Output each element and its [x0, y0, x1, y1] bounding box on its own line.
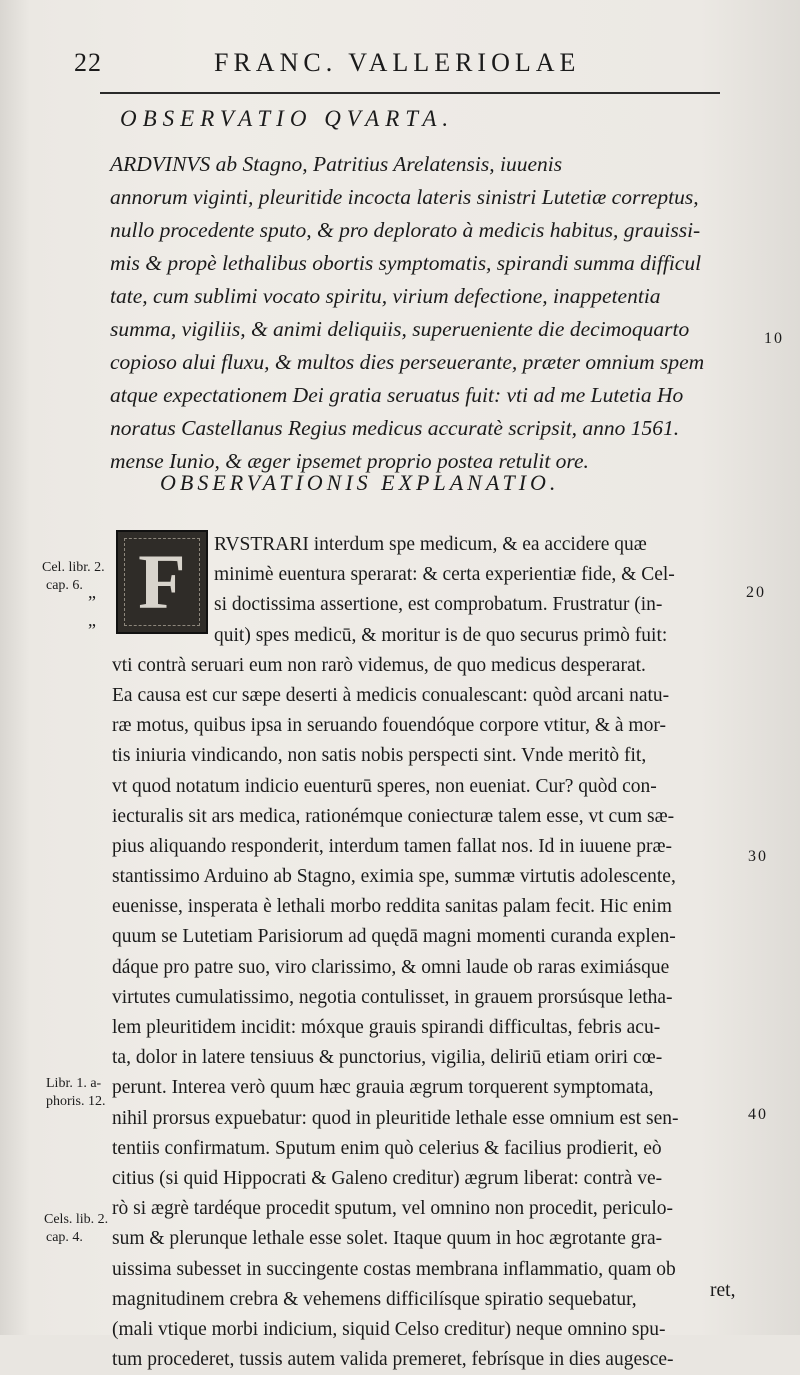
- text-line: nihil prorsus expuebatur: quod in pleuritide lethale esse omnium est sen-: [112, 1107, 679, 1129]
- page-number: 22: [74, 48, 102, 77]
- text-line: uissima subesset in succingente costas membrana inflammatio, quam ob: [112, 1258, 676, 1280]
- text-line: mis & propè lethalibus obortis symptomatis, spirandi summa difficul: [110, 251, 702, 275]
- text-line: RVSTRARI interdum spe medicum, & ea accidere quæ: [214, 534, 647, 555]
- text-line: stantissimo Arduino ab Stagno, eximia spe, summæ virtutis adolescente,: [112, 866, 676, 888]
- explanatio-text: [112, 530, 758, 1375]
- margin-note-celsus-cap: cap. 6.: [46, 578, 83, 593]
- text-line: ta, dolor in latere tensiuus & punctorius, vigilia, deliriū etiam oriri cœ-: [112, 1047, 663, 1069]
- text-line: annorum viginti, pleuritide incocta lateris sinistri Lutetiæ correptus,: [110, 185, 699, 209]
- text-line: ARDVINVS ab Stagno, Patritius Arelatensis, iuuenis: [110, 152, 563, 176]
- margin-note-aphorism: Libr. 1. a-: [46, 1076, 102, 1091]
- running-title: FRANC. VALLERIOLAE: [214, 48, 581, 77]
- header-rule: [100, 92, 720, 94]
- initial-letter: F: [138, 538, 186, 625]
- text-line: copioso alui fluxu, & multos dies perseuerante, præter omnium spem: [110, 350, 705, 374]
- page-header: [74, 48, 734, 88]
- text-line: Ea causa est cur sæpe deserti à medicis conualescant: quòd arcani natu-: [112, 684, 670, 706]
- text-line: iecturalis sit ars medica, rationémque coniecturæ talem esse, vt cum sæ-: [112, 805, 675, 827]
- text-line: tum procederet, tussis autem valida premeret, febrísque in dies augesce-: [112, 1349, 674, 1371]
- text-line: lem pleuritidem incidit: móxque grauis spirandi difficultas, febris acu-: [112, 1017, 661, 1038]
- text-line: quum se Lutetiam Parisiorum ad quędā magni momenti curanda explen-: [112, 926, 676, 948]
- text-line: sum & plerunque lethale esse solet. Itaque quum in hoc ægrotante gra-: [112, 1228, 663, 1250]
- observatio-title: OBSERVATIO QVARTA.: [120, 106, 455, 131]
- text-line: vt quod notatum indicio euenturū speres, non eueniat. Cur? quòd con-: [112, 775, 657, 797]
- line-number-30: 30: [748, 848, 768, 865]
- text-line: summa, vigiliis, & animi deliquiis, superueniente die decimoquarto: [110, 317, 690, 341]
- margin-note-celsus-2: Cels. lib. 2.: [44, 1212, 109, 1227]
- line-number-40: 40: [748, 1106, 768, 1123]
- margin-note-celsus-2-cap: cap. 4.: [46, 1230, 83, 1245]
- text-line: virtutes cumulatissimo, negotia contulisset, in grauem prorsúsque letha-: [112, 986, 673, 1008]
- text-line: tentiis confirmatum. Sputum enim quò celerius & facilius prodierit, eò: [112, 1137, 662, 1159]
- text-line: ræ motus, quibus ipsa in seruando fouendóque corpore vtitur, & à mor-: [112, 715, 666, 737]
- line-number-20: 20: [746, 584, 766, 601]
- text-line: (mali vtique morbi indicium, siquid Celso creditur) neque omnino spu-: [112, 1318, 666, 1340]
- text-line: quit) spes medicū, & moritur is de quo securus primò fuit:: [214, 624, 668, 646]
- text-line: minimè euentura sperarat: & certa experientiæ fide, & Cel-: [214, 564, 675, 586]
- text-line: tis iniuria vindicando, non satis nobis perspecti sint. Vnde meritò fit,: [112, 745, 647, 767]
- catchword: ret,: [710, 1280, 736, 1301]
- text-line: tate, cum sublimi vocato spiritu, virium defectione, inappetentia: [110, 284, 661, 308]
- text-line: citius (si quid Hippocrati & Galeno creditur) ægrum liberat: contrà ve-: [112, 1167, 663, 1189]
- margin-note-aphorism-2: phoris. 12.: [46, 1094, 106, 1109]
- text-line: noratus Castellanus Regius medicus accuratè scripsit, anno 1561.: [110, 416, 680, 440]
- line-number-10: 10: [764, 330, 784, 347]
- margin-quote-mark: „: [88, 610, 96, 630]
- text-line: dáque pro patre suo, viro clarissimo, & omni laude ob raras eximiásque: [112, 956, 670, 978]
- text-line: magnitudinem crebra & vehemens difficilísque spiratio sequebatur,: [112, 1288, 637, 1310]
- explanatio-title: OBSERVATIONIS EXPLANATIO.: [160, 470, 560, 495]
- observatio-text: [110, 148, 758, 478]
- margin-quote-mark: „: [88, 582, 96, 602]
- text-line: nullo procedente sputo, & pro deplorato à medicis habitus, grauissi-: [110, 218, 701, 242]
- text-line: euenisse, insperata è lethali morbo reddita sanitas palam fecit. Hic enim: [112, 896, 672, 918]
- text-line: pius aliquando responderit, interdum tamen fallat nos. Id in iuuene præ-: [112, 835, 672, 857]
- text-line: mense Iunio, & æger ipsemet proprio postea retulit ore.: [110, 449, 589, 473]
- text-line: vti contrà seruari eum non rarò videmus, de quo medicus desperarat.: [112, 654, 646, 676]
- text-line: atque expectationem Dei gratia seruatus fuit: vti ad me Lutetia Ho: [110, 383, 684, 407]
- text-line: perunt. Interea verò quum hæc grauia ægrum torquerent symptomata,: [112, 1077, 654, 1099]
- margin-note-celsus: Cel. libr. 2.: [42, 560, 105, 575]
- text-line: rò si ægrè tardéque procedit sputum, vel omnino non procedit, periculo-: [112, 1198, 674, 1220]
- text-line: si doctissima assertione, est comprobatum. Frustratur (in-: [214, 594, 663, 616]
